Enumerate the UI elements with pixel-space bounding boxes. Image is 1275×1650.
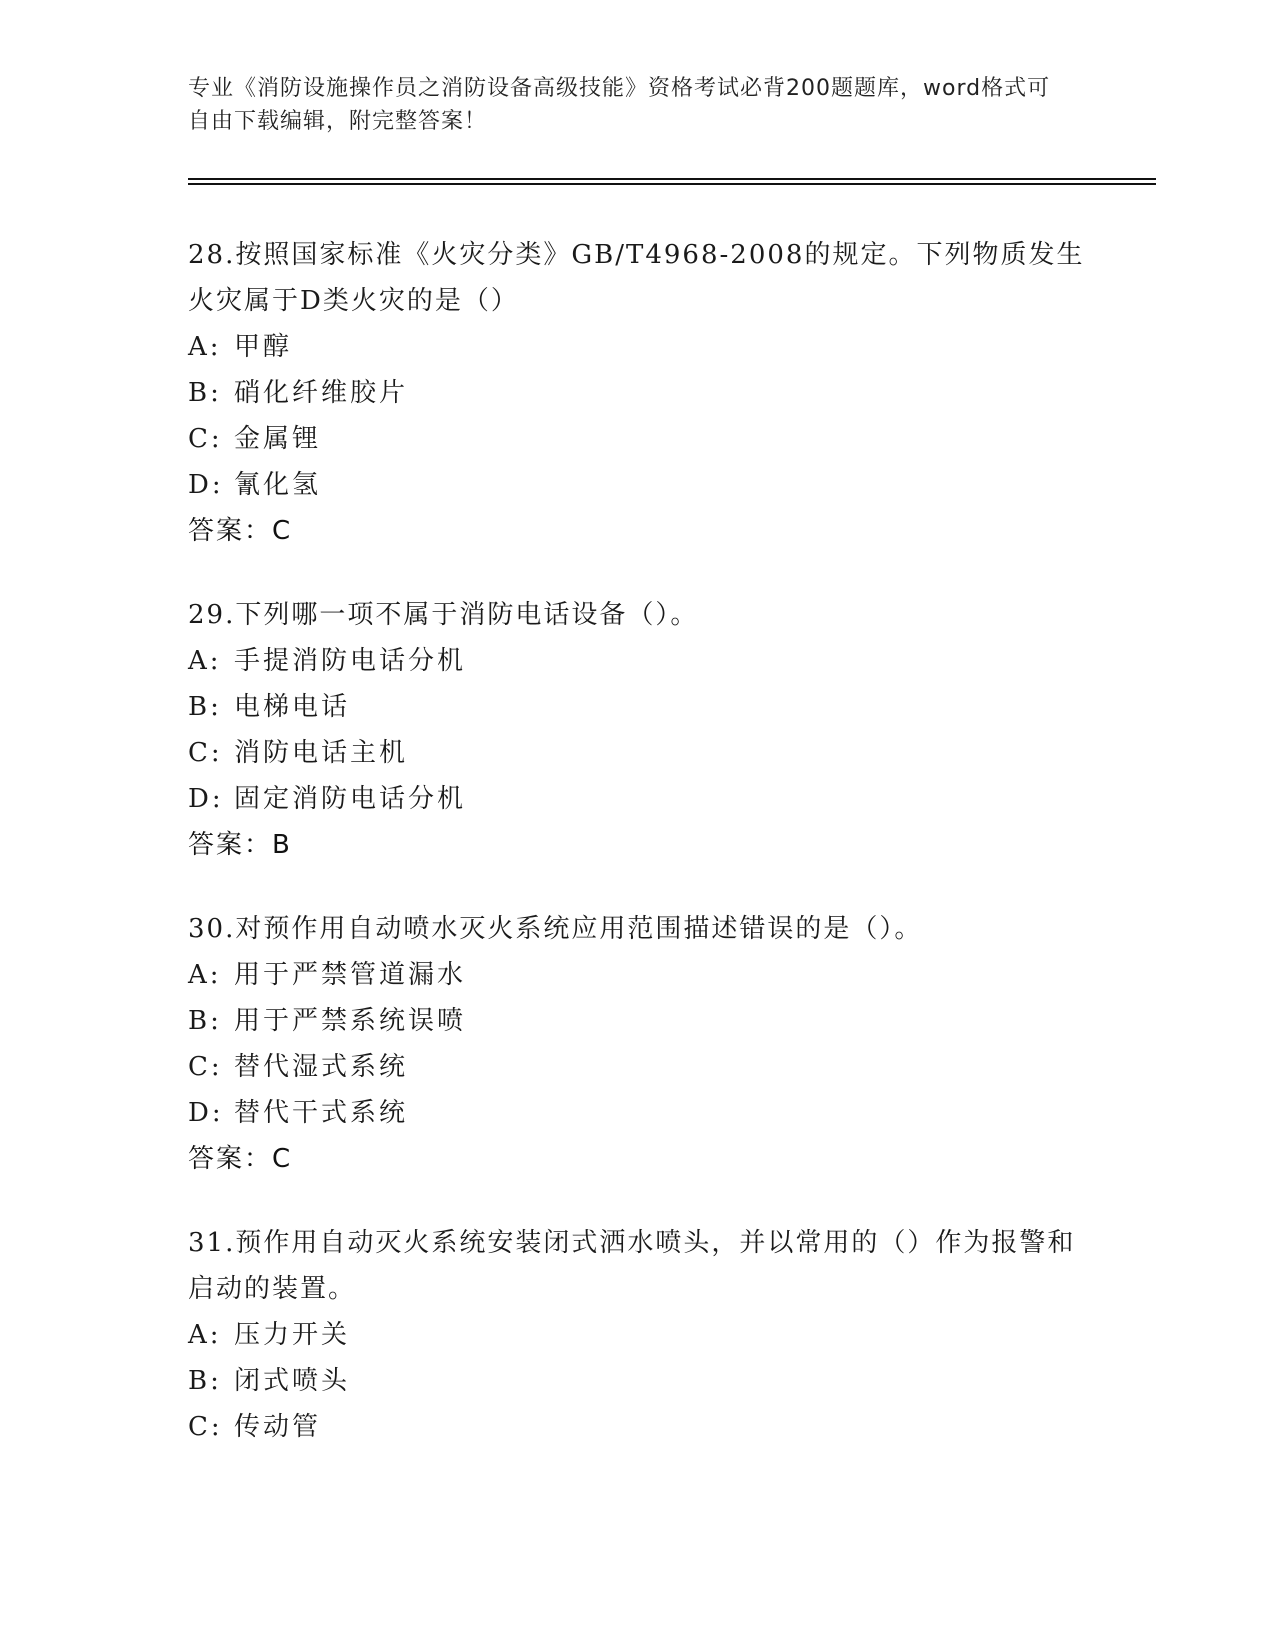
header-divider-top <box>188 178 1156 180</box>
option-key: B: <box>188 1006 222 1036</box>
question-28 <box>188 232 1088 554</box>
question-stem: 30.对预作用自动喷水灭火系统应用范围描述错误的是（）。 <box>188 914 923 944</box>
option-d <box>188 462 1088 508</box>
question-stem: 29.下列哪一项不属于消防电话设备（）。 <box>188 600 699 630</box>
option-key: C: <box>188 424 223 454</box>
option-a <box>188 952 1088 998</box>
option-text: 固定消防电话分机 <box>234 784 467 814</box>
answer-line: 答案：B <box>188 830 292 860</box>
option-a <box>188 638 1088 684</box>
document-header: 专业《消防设施操作员之消防设备高级技能》资格考试必背200题题库，word格式可自由下载编辑，附完整答案！ <box>188 76 1051 134</box>
option-key: C: <box>188 738 223 768</box>
question-stem: 28.按照国家标准《火灾分类》GB/T4968-2008的规定。下列物质发生火灾属于D类火灾的是（） <box>188 240 1085 316</box>
option-text: 消防电话主机 <box>234 738 409 768</box>
header-divider-bottom <box>188 183 1156 185</box>
option-key: D: <box>188 1098 224 1128</box>
question-stem: 31.预作用自动灭火系统安装闭式洒水喷头，并以常用的（）作为报警和启动的装置。 <box>188 1228 1076 1304</box>
option-text: 甲醇 <box>234 332 293 362</box>
question-30 <box>188 906 1088 1182</box>
option-text: 压力开关 <box>234 1320 351 1350</box>
option-key: A: <box>188 960 222 990</box>
option-key: D: <box>188 784 224 814</box>
option-text: 氰化氢 <box>234 470 322 500</box>
option-b <box>188 370 1088 416</box>
option-text: 电梯电话 <box>234 692 351 722</box>
option-a <box>188 324 1088 370</box>
option-text: 硝化纤维胶片 <box>234 378 409 408</box>
option-c <box>188 1404 1088 1450</box>
option-text: 用于严禁管道漏水 <box>234 960 467 990</box>
option-d <box>188 1090 1088 1136</box>
option-key: C: <box>188 1052 223 1082</box>
option-key: A: <box>188 332 222 362</box>
option-a <box>188 1312 1088 1358</box>
option-c <box>188 730 1088 776</box>
option-text: 闭式喷头 <box>234 1366 351 1396</box>
option-b <box>188 684 1088 730</box>
option-key: B: <box>188 692 222 722</box>
option-key: B: <box>188 378 222 408</box>
option-b <box>188 1358 1088 1404</box>
option-key: C: <box>188 1412 223 1442</box>
question-list <box>188 232 1088 1488</box>
option-text: 传动管 <box>234 1412 322 1442</box>
option-key: A: <box>188 646 222 676</box>
answer-line: 答案：C <box>188 516 293 546</box>
option-b <box>188 998 1088 1044</box>
question-29 <box>188 592 1088 868</box>
option-text: 替代干式系统 <box>234 1098 409 1128</box>
option-text: 手提消防电话分机 <box>234 646 467 676</box>
option-key: D: <box>188 470 224 500</box>
option-key: B: <box>188 1366 222 1396</box>
option-d <box>188 776 1088 822</box>
option-c <box>188 1044 1088 1090</box>
option-text: 金属锂 <box>234 424 322 454</box>
option-text: 替代湿式系统 <box>234 1052 409 1082</box>
question-31 <box>188 1220 1088 1450</box>
option-text: 用于严禁系统误喷 <box>234 1006 467 1036</box>
answer-line: 答案：C <box>188 1144 293 1174</box>
option-key: A: <box>188 1320 222 1350</box>
option-c <box>188 416 1088 462</box>
